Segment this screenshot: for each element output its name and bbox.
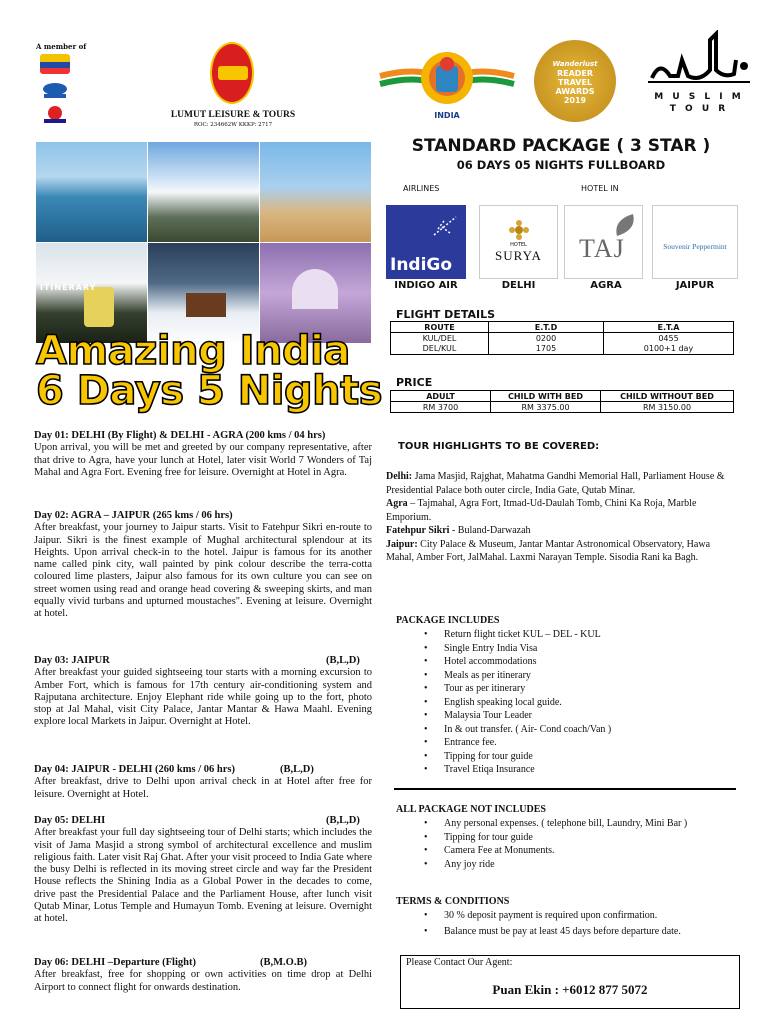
list-item: • 30 % deposit payment is required upon confirmation. [424, 910, 724, 923]
day-6-heading: Day 06: DELHI –Departure (Flight) [34, 957, 196, 968]
list-item: • Tipping for tour guide [424, 831, 724, 845]
day-5-meal: (B,L,D) [326, 815, 360, 826]
list-item: • Camera Fee at Monuments. [424, 844, 724, 858]
day-3 [34, 655, 372, 729]
surya-name: SURYA [495, 248, 542, 263]
price-title: PRICE [396, 376, 433, 389]
price-header-child-nobed: CHILD WITHOUT BED [601, 391, 734, 402]
price-child-nobed: RM 3150.00 [601, 402, 734, 413]
list-item: • Entrance fee. [424, 736, 611, 750]
price-table [390, 390, 734, 413]
day-2-body: After breakfast, your journey to Jaipur starts. Visit to Fatehpur Sikri en-route to Jaipur. Sikri is the finest example of Mughal architectural splendour at its Heights. Upon arrival check-in to the hotel. Jaipur is famous for its another name called pink city, wall painted by pink colour describe the terra-cotta coloured lime plasters, Jaipur also famous for its own culture you can see on street women using read and orange head covering & sweeping skirts, and man equally vivid turbans and upturned moustaches". Evening at leisure. Overnight at hotel. [34, 522, 372, 620]
highlight-fatehpur-text: - Buland-Darwazah [449, 525, 531, 536]
day-6-meal: (B,M.O.B) [260, 957, 307, 968]
package-title: STANDARD PACKAGE ( 3 STAR ) [411, 136, 711, 156]
company-roc: ROC: 234662W KKKP: 2717 [193, 122, 273, 128]
hotel-souvenir-logo [652, 205, 738, 279]
list-item: • Balance must be pay at least 45 days before departure date. [424, 926, 724, 939]
terms-list [424, 910, 724, 938]
highlight-delhi-text: Jama Masjid, Rajghat, Mahatma Gandhi Memorial Hall, Parliament House & Presidential Palace both outer circle, India Gate, Qutab Minar. [386, 471, 725, 496]
highlight-delhi [386, 470, 738, 497]
day-4-body: After breakfast, drive to Delhi upon arrival check in at Hotel after free for leisure. Overnight at Hotel. [34, 776, 372, 800]
list-item: • English speaking local guide. [424, 696, 611, 710]
excludes-title: ALL PACKAGE NOT INCLUDES [396, 804, 546, 815]
highlight-fatehpur-label: Fatehpur Sikri [386, 525, 450, 536]
price-header-adult: ADULT [391, 391, 491, 402]
day-1-heading: Day 01: DELHI (By Flight) & DELHI - AGRA (200 kms / 04 hrs) [34, 430, 326, 441]
day-5-body: After breakfast your full day sightseeing tour of Delhi starts; which includes the visit of Jama Masjid a strong symbol of architectural excellence and muslim religious faith. Later visit Raj Ghat. After your visit proceed to India Gate where the busy Delhi is reflected in its moving street circle and way far the President House reflects the Shining India as a Global Power in the decades to come, drive past the Presidential Palace and the Parliament House, after lunch visit Qutab Minar, Lotus Temple and Humayun Tomb. Evening at leisure. Overnight at hotel. [34, 827, 372, 925]
table-row [391, 333, 734, 344]
highlight-delhi-label: Delhi: [386, 471, 413, 482]
award-badge [534, 40, 616, 122]
highlight-jaipur-label: Jaipur: [386, 538, 418, 550]
flight-header-eta: E.T.A [604, 322, 734, 333]
hotel-label: HOTEL IN [581, 184, 619, 193]
highlight-fatehpur [386, 524, 738, 538]
surya-small: HOTEL [510, 242, 527, 248]
flight-cell: 0200 [489, 333, 604, 344]
price-child-bed: RM 3375.00 [491, 402, 601, 413]
photo-mountains [148, 142, 259, 242]
caption-indigo: INDIGO AIR [394, 280, 458, 291]
award-line2: READER [556, 69, 594, 78]
day-1 [34, 430, 372, 479]
flight-cell: 0100+1 day [604, 344, 734, 355]
section-divider [394, 788, 736, 790]
day-3-heading: Day 03: JAIPUR [34, 655, 110, 666]
list-item: • Any personal expenses. ( telephone bill, Laundry, Mini Bar ) [424, 817, 724, 831]
price-adult: RM 3700 [391, 402, 491, 413]
day-2-heading: Day 02: AGRA – JAIPUR (265 kms / 06 hrs) [34, 510, 233, 521]
table-row [391, 402, 734, 413]
flight-cell: 1705 [489, 344, 604, 355]
day-2 [34, 510, 372, 621]
day-4-heading: Day 04: JAIPUR - DELHI (260 kms / 06 hrs) [34, 764, 235, 775]
india-logo-text: INDIA [434, 111, 460, 120]
highlight-agra-text: – Tajmahal, Agra Fort, Itmad-Ud-Daulah Tomb, Chini Ka Roja, Marble Emporium. [386, 498, 697, 523]
contact-value: Puan Ekin : +6012 877 5072 [492, 982, 648, 997]
package-subtitle: 06 DAYS 05 NIGHTS FULLBOARD [456, 158, 666, 172]
highlight-jaipur [386, 538, 738, 565]
indigo-logo [386, 205, 466, 279]
photo-lake [36, 142, 147, 242]
highlights-title: TOUR HIGHLIGHTS TO BE COVERED: [398, 441, 600, 452]
day-5 [34, 815, 372, 926]
hero-title-line1: Amazing India [36, 328, 350, 374]
taj-name: TAJ [579, 234, 625, 263]
table-row [391, 344, 734, 355]
airlines-label: AIRLINES [403, 184, 440, 193]
caption-agra: AGRA [590, 280, 622, 291]
award-line1: Wanderlust [552, 60, 598, 68]
day-3-body: After breakfast your guided sightseeing tour starts with a morning excursion to Amber Fort, which is famous for 17th century air-conditioning system and Rajputana architecture. Enjoy Elephant ride while going up to the fort, photo stop at Jal Mahal, visit City Palace, Jantar Mantar & Hawa Maahl. Evening explore local Markets in Jaipur. Overnight at Hotel. [34, 667, 372, 728]
terms-title: TERMS & CONDITIONS [396, 896, 510, 907]
highlight-agra [386, 497, 738, 524]
list-item: • In & out transfer. ( Air- Cond coach/Van ) [424, 723, 611, 737]
mtra-icon [40, 104, 70, 124]
award-line3: TRAVEL [557, 78, 593, 87]
day-6-body: After breakfast, free for shopping or own activities on time drop at Delhi Airport to connect flight for onwards destination. [34, 969, 372, 993]
contact-label: Please Contact Our Agent: [406, 957, 513, 968]
list-item: • Travel Etiqa Insurance [424, 763, 611, 777]
flight-cell: 0455 [604, 333, 734, 344]
award-year: 2019 [563, 96, 587, 105]
includes-list [424, 628, 611, 777]
excludes-list [424, 817, 724, 871]
member-label: A member of [36, 42, 87, 51]
caption-jaipur: JAIPUR [675, 280, 715, 291]
highlight-agra-label: Agra [386, 498, 408, 509]
list-item: • Meals as per itinerary [424, 669, 611, 683]
company-name: LUMUT LEISURE & TOURS [170, 110, 296, 120]
day-1-body: Upon arrival, you will be met and greeted by our company representative, after that drive to Agra, have your lunch at Hotel, later visit World 7 Wonders of Taj Mahal and Agra Fort. Evening free for leisure. Overnight at Hotel in Agra. [34, 442, 372, 478]
muslim-tour-line1: M U S L I M [654, 92, 744, 102]
highlight-jaipur-text: City Palace & Museum, Jantar Mantar Astronomical Observatory, Hawa Mahal, Amber Fort, JalMahal. Laxmi Narayan Temple. Sisodia Rani ka Bagh. [386, 538, 711, 563]
muslim-tour-line2: T O U R [669, 104, 729, 114]
matta-icon [40, 54, 70, 74]
highlights-body [386, 470, 738, 565]
flight-header-etd: E.T.D [489, 322, 604, 333]
hotel-surya-logo [479, 205, 558, 279]
list-item: • Malaysia Tour Leader [424, 709, 611, 723]
souvenir-name: Souvenir Peppermint [663, 242, 727, 251]
incredible-india-logo [378, 38, 516, 128]
flight-cell: KUL/DEL [391, 333, 489, 344]
caption-delhi: DELHI [501, 280, 536, 291]
hero-title-line2: 6 Days 5 Nights [36, 368, 383, 414]
hotel-taj-logo [564, 205, 643, 279]
lumut-logo [210, 42, 254, 104]
list-item: • Tipping for tour guide [424, 750, 611, 764]
flight-title: FLIGHT DETAILS [396, 308, 496, 321]
itinerary-tag: ITINERARY [40, 283, 97, 292]
flight-cell: DEL/KUL [391, 344, 489, 355]
day-5-heading: Day 05: DELHI [34, 815, 106, 826]
flight-table [390, 321, 734, 355]
iata-icon [40, 80, 70, 100]
list-item: • Tour as per itinerary [424, 682, 611, 696]
day-3-meal: (B,L,D) [326, 655, 360, 666]
day-6 [34, 957, 372, 994]
day-4-meal: (B,L,D) [280, 764, 314, 775]
flight-header-route: ROUTE [391, 322, 489, 333]
indigo-wordmark: IndiGo [390, 255, 453, 275]
list-item: • Any joy ride [424, 858, 724, 872]
surya-flower-icon [509, 220, 529, 240]
price-header-child-bed: CHILD WITH BED [491, 391, 601, 402]
list-item: • Single Entry India Visa [424, 642, 611, 656]
award-line4: AWARDS [555, 87, 595, 96]
list-item: • Return flight ticket KUL – DEL - KUL [424, 628, 611, 642]
includes-title: PACKAGE INCLUDES [396, 615, 500, 626]
day-4 [34, 764, 372, 801]
plane-icon [430, 213, 460, 239]
list-item: • Hotel accommodations [424, 655, 611, 669]
photo-camels [260, 142, 371, 242]
photo-collage [36, 142, 372, 342]
